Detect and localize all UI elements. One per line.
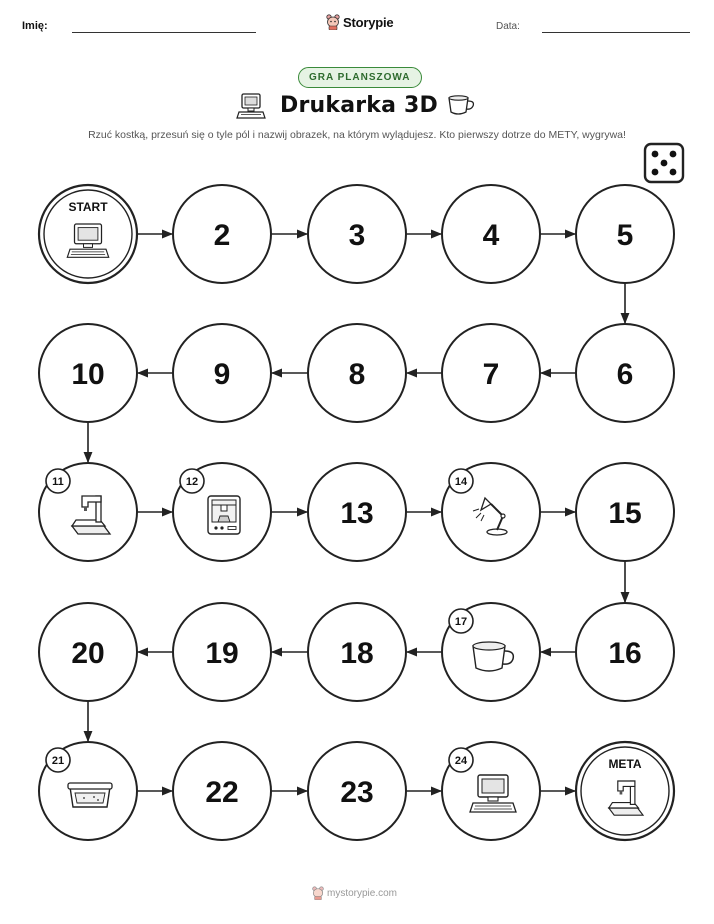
- board-cell-9[interactable]: [173, 324, 271, 422]
- cell-number: 2: [213, 219, 231, 252]
- board-cell-14[interactable]: [442, 463, 540, 561]
- start-label: START: [68, 200, 108, 214]
- cell-number: 15: [608, 497, 642, 530]
- board-cell-16[interactable]: [576, 603, 674, 701]
- cell-number: 19: [205, 637, 239, 670]
- board-cell-3[interactable]: [308, 185, 406, 283]
- cell-number-badge: 24: [454, 755, 468, 767]
- cell-number: 3: [348, 219, 366, 252]
- name-label: Imię:: [22, 20, 48, 32]
- board-cell-2[interactable]: [173, 185, 271, 283]
- cell-number: 13: [340, 497, 374, 530]
- finish-label: META: [608, 757, 642, 771]
- brand-name: Storypie: [343, 14, 394, 30]
- page-title: Drukarka 3D: [280, 93, 439, 118]
- cell-number: 5: [616, 219, 634, 252]
- instructions: Rzuć kostką, przesuń się o tyle pól i nazwij obrazek, na którym wylądujesz. Kto pierwszy dotrze do METY, wygrywa!: [88, 129, 626, 141]
- cell-number: 9: [213, 358, 231, 391]
- date-label: Data:: [496, 21, 520, 32]
- cell-number: 16: [608, 637, 642, 670]
- cell-number-badge: 14: [454, 476, 468, 488]
- board-cell-1[interactable]: [39, 185, 137, 283]
- board-cell-24[interactable]: [442, 742, 540, 840]
- cell-number-badge: 17: [454, 616, 468, 628]
- board-cell-5[interactable]: [576, 185, 674, 283]
- cell-number-badge: 21: [51, 755, 65, 767]
- board-cell-19[interactable]: [173, 603, 271, 701]
- board-cell-21[interactable]: [39, 742, 137, 840]
- board-cell-25[interactable]: [576, 742, 674, 840]
- cell-number: 4: [482, 219, 500, 252]
- board-cell-8[interactable]: [308, 324, 406, 422]
- board-cell-20[interactable]: [39, 603, 137, 701]
- footer-url: mystorypie.com: [327, 887, 398, 899]
- board-cell-4[interactable]: [442, 185, 540, 283]
- board-cell-18[interactable]: [308, 603, 406, 701]
- cell-number: 8: [348, 358, 366, 391]
- bear-logo-icon: [312, 886, 324, 900]
- board-cell-6[interactable]: [576, 324, 674, 422]
- cell-number: 20: [71, 637, 105, 670]
- board-cell-23[interactable]: [308, 742, 406, 840]
- cell-number: 22: [205, 776, 239, 809]
- board-cell-13[interactable]: [308, 463, 406, 561]
- board-cell-22[interactable]: [173, 742, 271, 840]
- board-cell-7[interactable]: [442, 324, 540, 422]
- board-cell-12[interactable]: [173, 463, 271, 561]
- cell-number: 23: [340, 776, 374, 809]
- game-type-badge: GRA PLANSZOWA: [298, 67, 422, 88]
- cell-number: 6: [616, 358, 634, 391]
- 3d-printer-icon: [208, 496, 240, 534]
- cell-number-badge: 11: [52, 476, 64, 488]
- board-cell-11[interactable]: [39, 463, 137, 561]
- cell-number: 7: [482, 358, 500, 391]
- resin-tray-icon: [68, 783, 112, 807]
- cell-number-badge: 12: [185, 476, 199, 488]
- cell-number: 10: [71, 358, 105, 391]
- board-cell-10[interactable]: [39, 324, 137, 422]
- footer: [312, 886, 397, 900]
- board-cell-15[interactable]: [576, 463, 674, 561]
- cell-number: 18: [340, 637, 374, 670]
- board-cell-17[interactable]: [442, 603, 540, 701]
